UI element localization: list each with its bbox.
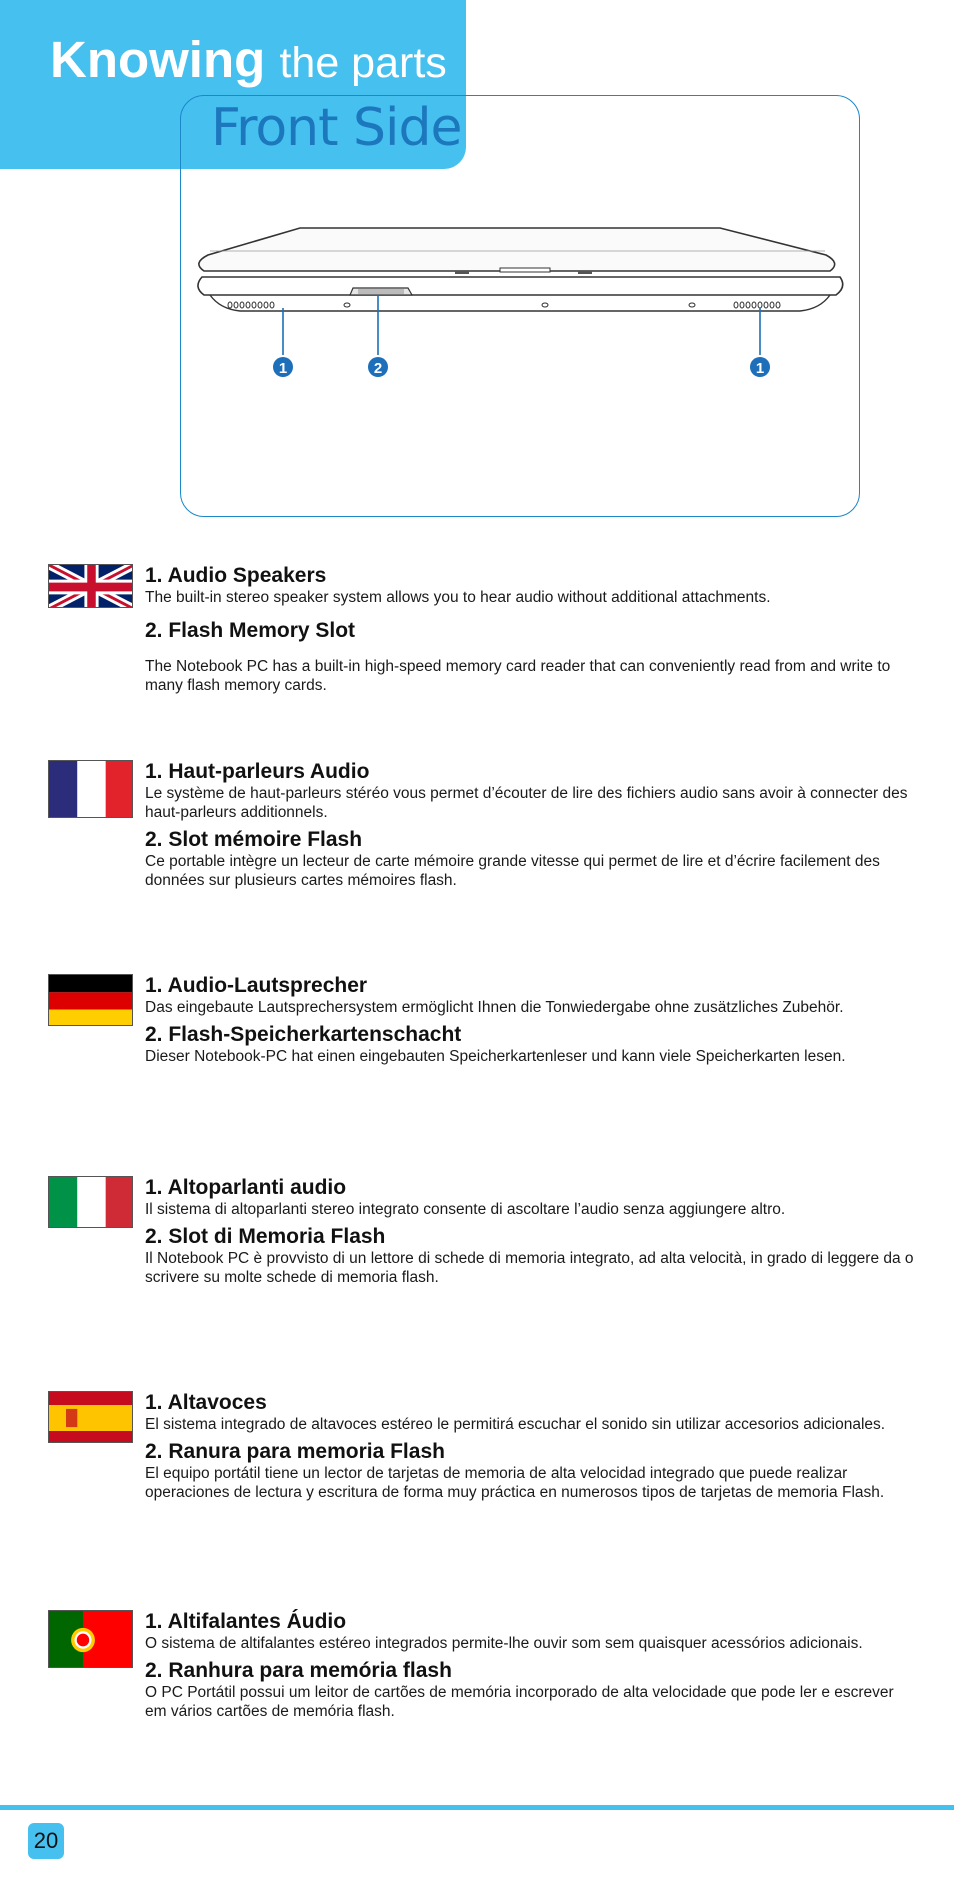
item-1-title: 1. Altavoces: [145, 1391, 267, 1414]
item-2-desc: Ce portable intègre un lecteur de carte mémoire grande vitesse qui permet de lire et d’écrire facilement des données sur plusieurs cartes mémoires flash.: [145, 853, 880, 889]
footer-divider: [0, 1805, 954, 1810]
germany-flag-icon: [48, 974, 133, 1026]
portugal-flag-icon: [48, 1610, 133, 1668]
page-title: [50, 30, 447, 89]
item-2-desc: Dieser Notebook-PC hat einen eingebauten Speicherkartenleser und kann viele Speicherkarten lesen.: [145, 1048, 846, 1065]
france-flag-icon: [48, 760, 133, 818]
lid-indicator-right: [578, 271, 592, 274]
callout-number: 2: [373, 360, 383, 377]
page-number: 20: [28, 1823, 64, 1859]
item-1-desc: The built-in stereo speaker system allows you to hear audio without additional attachments.: [145, 589, 771, 606]
laptop-base: [198, 277, 843, 295]
item-1-title: 1. Altifalantes Áudio: [145, 1610, 347, 1633]
item-1-desc: O sistema de altifalantes estéreo integrados permite-lhe ouvir som sem quaisquer acessórios adicionais.: [145, 1635, 863, 1652]
lid-hinge-center: [500, 268, 550, 272]
item-1-desc: El sistema integrado de altavoces estéreo le permitirá escuchar el sonido sin utilizar accesorios adicionales.: [145, 1416, 886, 1433]
laptop-lid: [199, 228, 835, 271]
item-1-title: 1. Audio Speakers: [145, 564, 327, 587]
item-1-desc: Das eingebaute Lautsprechersystem ermöglicht Ihnen die Tonwiedergabe ohne zusätzliches Zubehör.: [145, 999, 844, 1016]
lid-indicator-left: [455, 271, 469, 274]
section-title: Front Side: [211, 98, 462, 158]
item-2-title: 2. Ranura para memoria Flash: [145, 1440, 445, 1463]
item-1-title: 1. Altoparlanti audio: [145, 1176, 347, 1199]
page-title-bold: Knowing: [50, 31, 266, 88]
left-speaker-grille: [228, 302, 274, 308]
spain-flag-icon: [48, 1391, 133, 1443]
callout-number: 1: [755, 360, 765, 377]
item-2-title: 2. Slot mémoire Flash: [145, 828, 363, 851]
item-2-title: 2. Ranhura para memória flash: [145, 1659, 452, 1682]
item-2-desc: Il Notebook PC è provvisto di un lettore di schede di memoria integrato, ad alta velocità, in grado di leggere da o scrivere su molte schede di memoria flash.: [145, 1250, 914, 1286]
right-speaker-grille: [734, 302, 780, 308]
item-1-title: 1. Audio-Lautsprecher: [145, 974, 368, 997]
item-2-title: 2. Slot di Memoria Flash: [145, 1225, 386, 1248]
callout-1-right: [750, 357, 770, 377]
item-2-desc: El equipo portátil tiene un lector de tarjetas de memoria de alta velocidad integrado que puede realizar operaciones de lectura y escritura de forma muy práctica en numerosos tipos de tarjetas de memoria Flash.: [145, 1465, 885, 1501]
callout-2: [368, 357, 388, 377]
item-2-title: 2. Flash-Speicherkartenschacht: [145, 1023, 462, 1046]
item-2-desc: The Notebook PC has a built-in high-speed memory card reader that can conveniently read from and write to many flash memory cards.: [145, 658, 891, 694]
item-1-desc: Il sistema di altoparlanti stereo integrato consente di ascoltare l’audio senza aggiungere altro.: [145, 1201, 786, 1218]
uk-flag-icon: [48, 564, 133, 608]
callout-number: 1: [278, 360, 288, 377]
item-1-desc: Le système de haut-parleurs stéréo vous permet d’écouter de lire des fichiers audio sans avoir à connecter des haut-parleurs additionnels.: [145, 785, 908, 821]
item-2-desc: O PC Portátil possui um leitor de cartões de memória incorporado de alta velocidade que pode ler e escrever em vários cartões de memória flash.: [145, 1684, 894, 1720]
laptop-front-illustration: [190, 215, 850, 385]
item-1-title: 1. Haut-parleurs Audio: [145, 760, 370, 783]
callout-1-left: [273, 357, 293, 377]
italy-flag-icon: [48, 1176, 133, 1228]
page-title-rest: the parts: [279, 39, 447, 87]
item-2-title: 2. Flash Memory Slot: [145, 619, 356, 642]
